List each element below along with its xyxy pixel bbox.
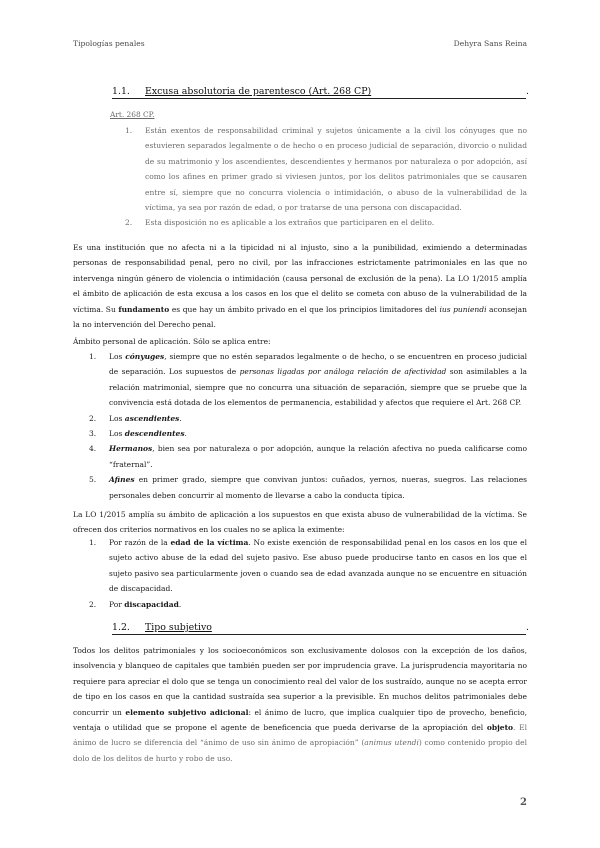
text-run: Por bbox=[109, 599, 125, 609]
bold-term: edad de la víctima bbox=[170, 538, 249, 547]
list-item bbox=[73, 349, 527, 411]
text-run: aconsejan la no intervención del Derecho penal. bbox=[73, 304, 527, 330]
text-run: . bbox=[184, 429, 187, 439]
text-run: son asimilables a la relación matrimonial, siempre que no concurra una situación de separación, siempre que se pruebe que la convivencia está dotada de los elementos de permanencia, estabilidad y afectos que requiere el Art. 268 CP. bbox=[109, 367, 527, 408]
item-number: 2. bbox=[89, 599, 97, 609]
bold-term: discapacidad bbox=[124, 599, 179, 609]
section-title: Excusa absolutoria de parentesco (Art. 268 CP) bbox=[145, 86, 372, 97]
text-run: . El ánimo de lucro se diferencia del “ánimo de uso sin ánimo de apropiación” ( bbox=[73, 723, 527, 748]
bold-term: objeto bbox=[486, 723, 514, 733]
text-run: Todos los delitos patrimoniales y los socioeconómicos son exclusivamente dolosos con la excepción de los daños, insolvencia y blanqueo de capitales que también pueden ser por imprudencia grave. La jurisprudencia mayoritaria no requiere para apreciar el dolo que se tenga un conocimiento real del valor de los sustraído, aunque no se acepta error de tipo en los casos en que la cantidad sustraída sea superior a la previsible. En muchos delitos patrimoniales debe concurrir un bbox=[73, 646, 527, 717]
text-run: Los bbox=[109, 429, 125, 439]
text-run: Los bbox=[109, 413, 125, 423]
bold-italic-term: Hermanos bbox=[109, 444, 153, 454]
section-number: 1.1. bbox=[112, 86, 130, 97]
bold-term: fundamento bbox=[118, 304, 170, 314]
item-number: 5. bbox=[89, 475, 97, 485]
item-number: 1. bbox=[125, 126, 133, 135]
text-run: : el ánimo de lucro, que implica cualquier tipo de provecho, beneficio, ventaja o utilidad que se propone el agente de beneficencia que pueda derivarse de la apropiación del bbox=[73, 707, 527, 733]
item-number: 2. bbox=[125, 218, 133, 228]
italic-term: ius puniendi bbox=[439, 304, 487, 314]
list-item bbox=[73, 426, 527, 441]
item-text: Están exentos de responsabilidad criminal y sujetos únicamente a la civil los cónyuges que no estuvieren separados legalmente o de hecho o en proceso judicial de separación, divorcio o nulidad de su matrimonio y los ascendientes, descendientes y hermanos por naturaleza o por adopción, así como los afines en primer grado si viviesen juntos, por los delitos patrimoniales que se causaren entre sí, siempre que no concurra violencia o intimidación, o abuso de la vulnerabilidad de la víctima, ya sea por razón de edad, o por tratarse de una persona con discapacidad. bbox=[145, 126, 527, 213]
italic-term: animus utendi bbox=[364, 738, 419, 748]
text-run: . No existe exención de responsabilidad penal en los casos en los que el sujeto activo abuse de la edad del sujeto pasivo. Ese abuso puede producirse tanto en casos en los que el sujeto pasivo sea particularmente joven o cuando sea de edad avanzada aunque no se encuentre en situación de discapacidad. bbox=[109, 538, 527, 594]
lo-list bbox=[73, 535, 527, 612]
list-item bbox=[73, 441, 527, 472]
section-number: 1.2. bbox=[112, 622, 130, 633]
item-text: Esta disposición no es aplicable a los extraños que participaren en el delito. bbox=[145, 218, 435, 228]
header-left: Tipologías penales bbox=[73, 39, 145, 48]
item-number: 2. bbox=[89, 413, 97, 423]
text-run: . bbox=[179, 413, 182, 423]
text-run: Los bbox=[109, 352, 126, 361]
lo-intro: La LO 1/2015 amplía su ámbito de aplicación a los supuestos en que exista abuso de vulnerabilidad de la víctima. Se ofrecen dos criterios normativos en los cuales no se aplica la eximente: bbox=[73, 510, 527, 535]
paragraph-tipo-subjetivo bbox=[73, 643, 527, 766]
header-right: Dehyra Sans Reina bbox=[453, 39, 527, 48]
text-run: Por razón de la bbox=[109, 538, 171, 547]
list-item bbox=[73, 597, 527, 612]
section-dot: . bbox=[526, 86, 529, 97]
list-item bbox=[73, 411, 527, 426]
text-run: Es una institución que no afecta ni a la tipicidad ni al injusto, sino a la punibilidad, eximiendo a determinadas personas de responsabilidad penal, pero no civil, por las infracciones estrictamente patrimoniales en las que no intervenga ningún género de violencia o intimidación (causa personal de exclusión de la pena). La LO 1/2015 amplía el ámbito de aplicación de esta excusa a los casos en los que el delito se cometa con abuso de la vulnerabilidad de la víctima. Su bbox=[73, 243, 527, 314]
text-run: es que hay un ámbito privado en el que los principios limitadores del bbox=[169, 304, 440, 314]
article-quote bbox=[115, 123, 527, 231]
paragraph-institucion bbox=[73, 240, 527, 332]
italic-term: personas ligadas por análoga relación de afectividad bbox=[239, 367, 447, 377]
bold-italic-term: Afines bbox=[109, 475, 135, 485]
bold-term: elemento subjetivo adicional bbox=[125, 707, 249, 717]
bold-italic-term: ascendientes bbox=[124, 413, 180, 423]
text-run: . bbox=[178, 599, 182, 609]
item-number: 4. bbox=[89, 444, 97, 454]
item-number: 1. bbox=[89, 352, 97, 361]
list-item bbox=[73, 535, 527, 597]
list-item bbox=[73, 472, 527, 503]
bold-italic-term: descendientes bbox=[124, 429, 185, 439]
item-number: 1. bbox=[89, 538, 97, 547]
section-heading-1 bbox=[112, 86, 529, 99]
list-item bbox=[115, 215, 527, 230]
section-heading-2 bbox=[112, 622, 529, 635]
bold-italic-term: cónyuges bbox=[125, 352, 165, 361]
ambito-intro: Ámbito personal de aplicación. Sólo se aplica entre: bbox=[73, 337, 271, 346]
text-run: en primer grado, siempre que convivan juntos: cuñados, yernos, nueras, suegros. Las relaciones personales deben concurrir al momento de llevarse a cabo la conducta típica. bbox=[109, 475, 527, 500]
section-title: Tipo subjetivo bbox=[145, 622, 212, 633]
ambito-list bbox=[73, 349, 527, 503]
section-dot: . bbox=[526, 622, 529, 633]
page-number: 2 bbox=[520, 797, 527, 808]
text-run: , siempre que no estén separados legalmente o de hecho, o se encuentren en proceso judicial de separación. Los supuestos de bbox=[109, 352, 527, 377]
item-number: 3. bbox=[89, 429, 97, 439]
article-reference: Art. 268 CP. bbox=[110, 110, 155, 119]
list-item bbox=[115, 123, 527, 215]
text-run: , bien sea por naturaleza o por adopción, aunque la relación afectiva no pueda calificarse como “fraternal”. bbox=[109, 444, 527, 469]
text-run: ) como contenido propio del dolo de los delitos de hurto y robo de uso. bbox=[73, 738, 527, 763]
